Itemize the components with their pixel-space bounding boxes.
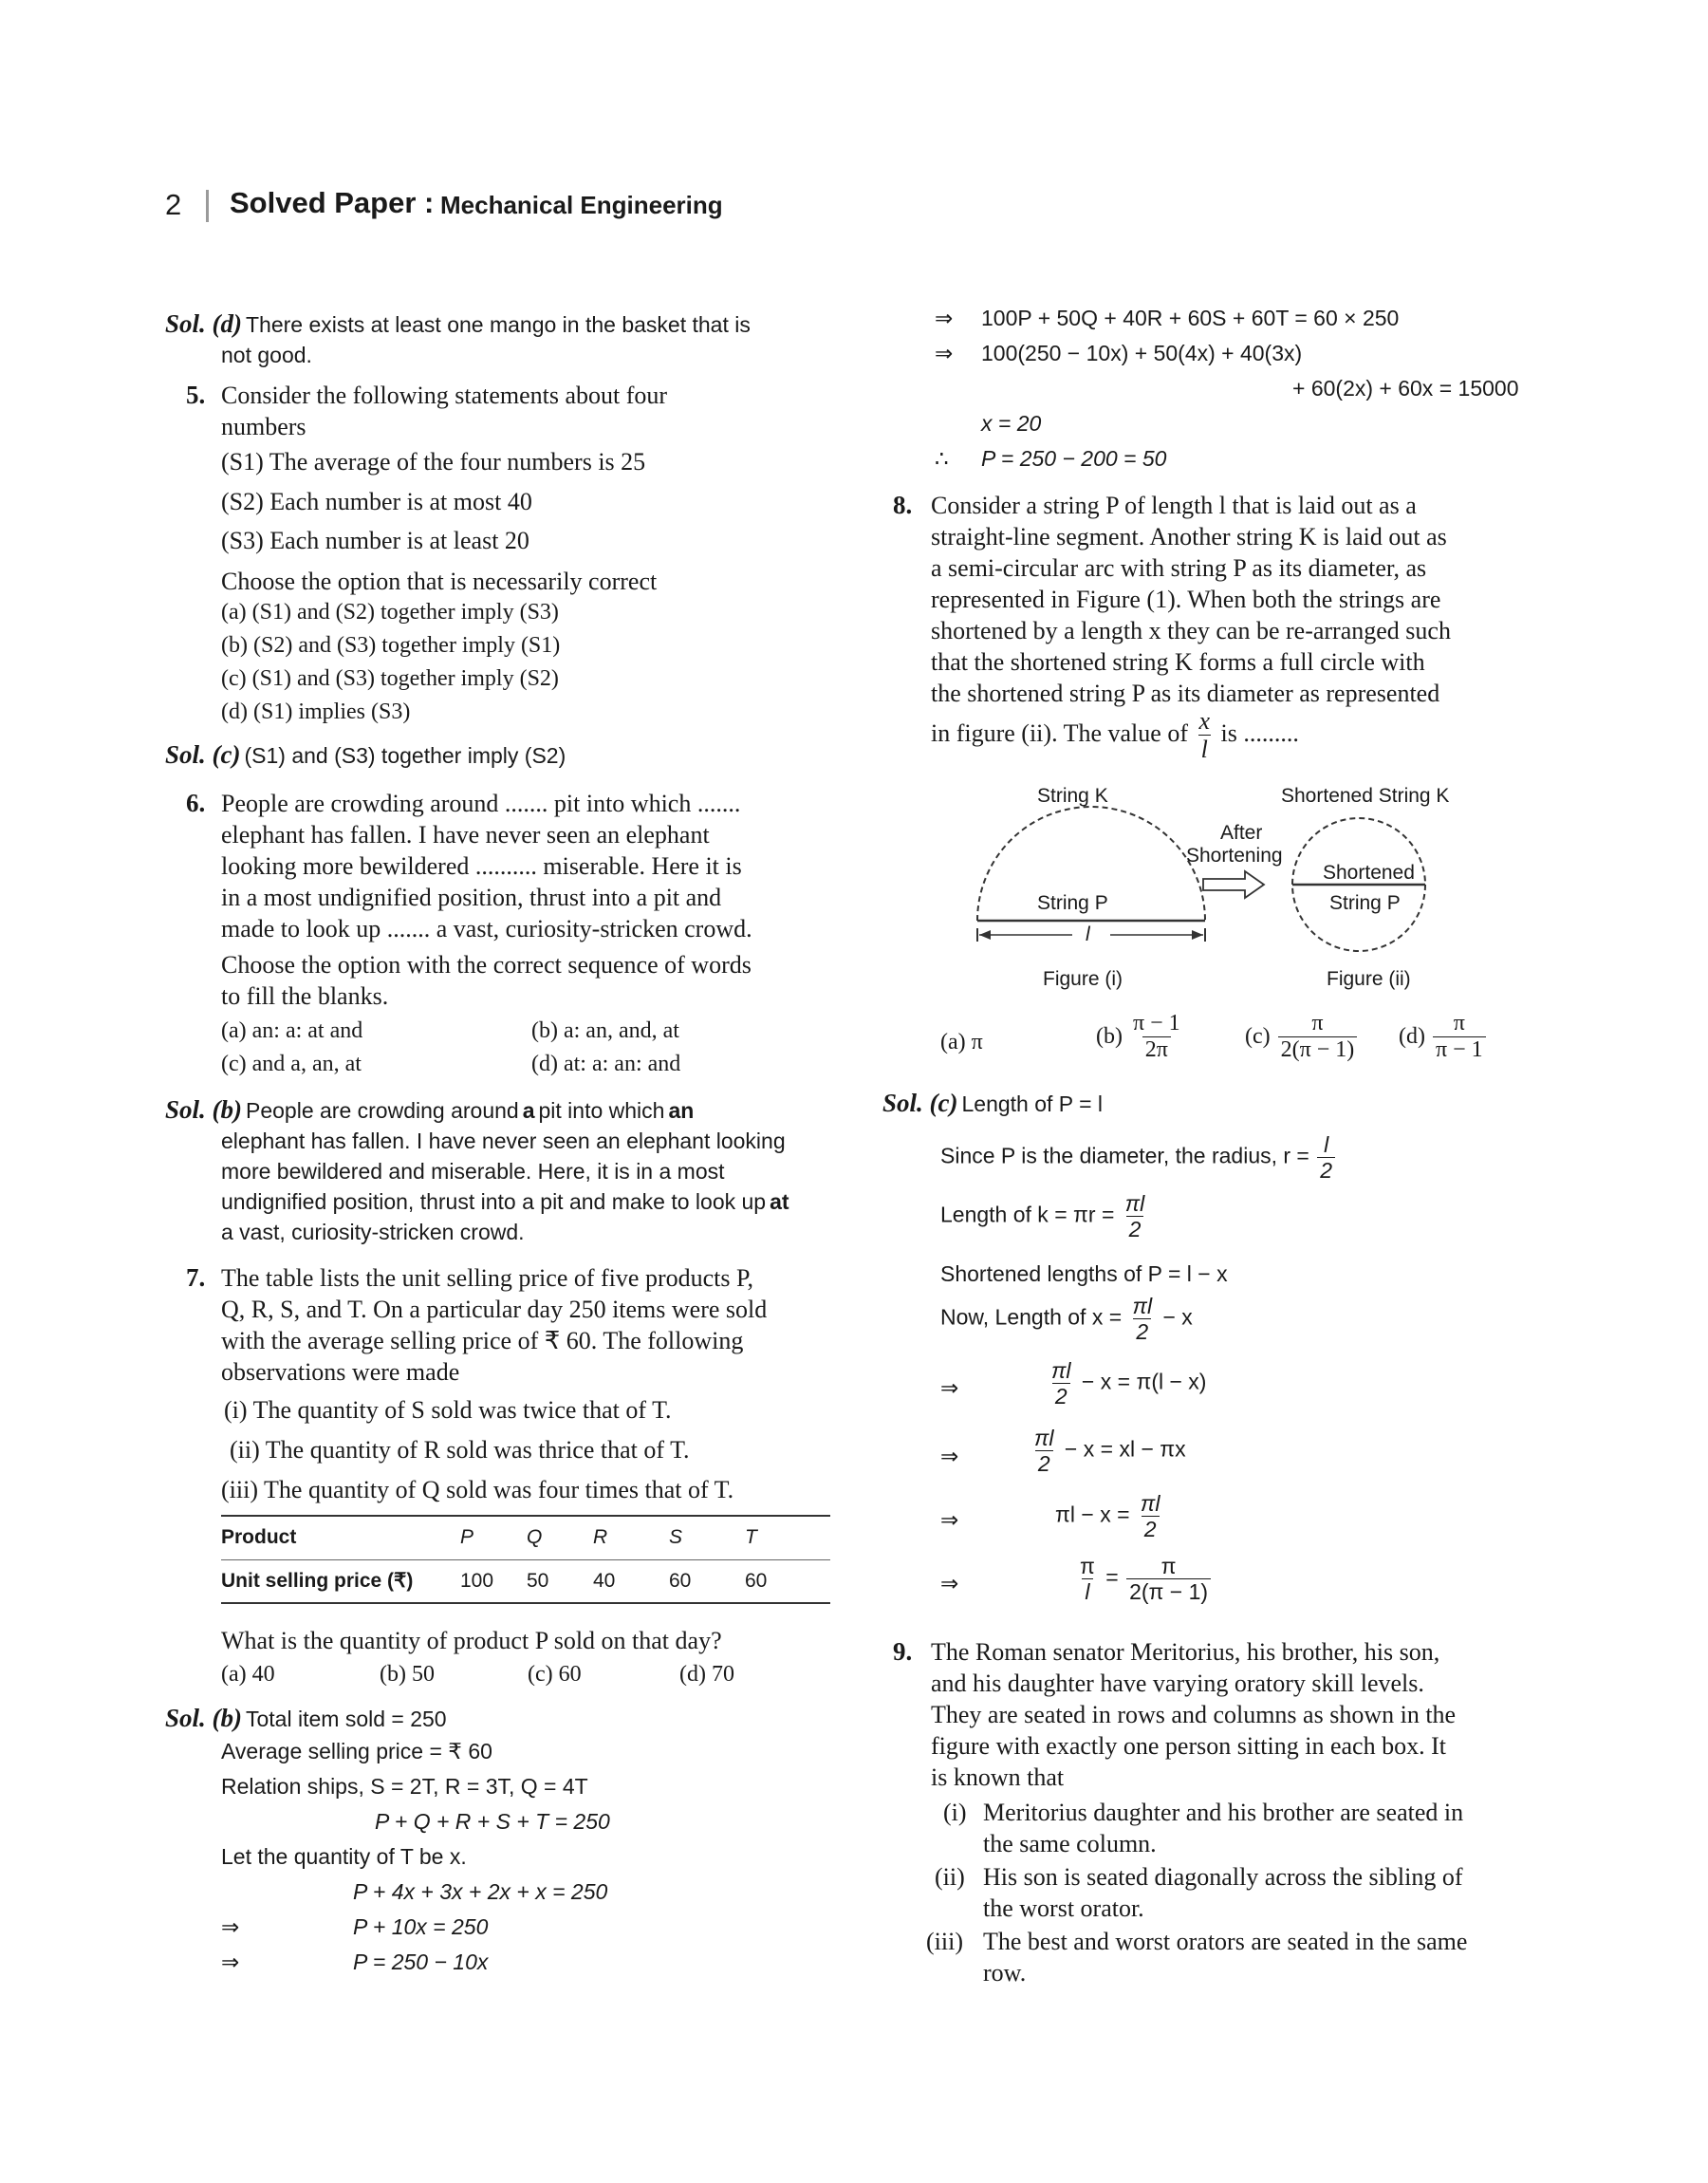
implies-symbol: ⇒ [221,1950,240,1974]
denominator: π − 1 [1433,1036,1486,1062]
question-8-text: straight-line segment. Another string K is laid out as [931,523,1447,550]
implies-symbol: ⇒ [940,1571,959,1595]
equation [1030,1427,1186,1475]
table-cell: Unit selling price (₹) [221,1570,414,1593]
option-d [1399,1012,1488,1062]
question-8-text [931,708,1299,763]
table-cell: 40 [593,1569,616,1592]
solution-tag: Sol. (d) [165,309,242,338]
clause-iii-text: The best and worst orators are seated in the same [983,1928,1468,1955]
solution-line: Let the quantity of T be x. [221,1844,467,1869]
statement-s1: (S1) The average of the four numbers is 25 [221,448,646,476]
equation [1055,1492,1164,1540]
clause-i-text: the same column. [983,1830,1157,1857]
equation [1047,1359,1206,1408]
question-6-text: in a most undignified position, thrust into a pit and [221,884,722,911]
solution-text: Now, Length of x = [940,1304,1123,1330]
option-c [1245,1012,1359,1062]
solution-6 [165,1095,694,1126]
solution-text: pit into which [538,1098,665,1123]
solution-text: Total item sold = 250 [246,1707,447,1731]
equation: x = 20 [981,411,1042,436]
caption-figure-ii: Figure (ii) [1327,968,1411,990]
option-a: (a) (S1) and (S2) together imply (S3) [221,600,559,625]
denominator: 2 [1052,1383,1070,1408]
denominator: 2 [1126,1216,1144,1241]
table-header: S [669,1526,683,1549]
statement-s3: (S3) Each number is at least 20 [221,527,529,554]
book-title: Solved Paper : [230,186,435,219]
option-c: (c) 60 [528,1662,582,1687]
question-8-text: in figure (ii). The value of [931,718,1188,747]
answer-word: a [522,1098,535,1123]
option-b [1096,1012,1185,1062]
implies-symbol: ⇒ [935,306,954,330]
fraction [1123,1192,1148,1241]
equation: P + Q + R + S + T = 250 [375,1809,610,1834]
question-6-text: Choose the option with the correct sequence of words [221,951,752,979]
solution-text: People are crowding around [246,1098,519,1123]
solution-5 [165,740,566,771]
label-string-k [1037,785,1108,808]
question-9-text: and his daughter have varying oratory skill levels. [931,1670,1424,1697]
therefore-symbol: ∴ [935,446,949,471]
numerator: π [1453,1011,1465,1036]
numerator: π [1311,1011,1324,1036]
table-header-row [221,1516,830,1559]
denominator: 2 [1035,1450,1053,1475]
option-a: (a) π [940,1030,983,1054]
option-d: (d) 70 [679,1662,734,1687]
solution-line [940,1295,1193,1343]
solution-text: − x = π(l − x) [1081,1369,1207,1394]
label-string-p-ii: String P [1329,892,1401,914]
solution-text: Length of P = l [961,1092,1104,1116]
solution-line [940,1133,1337,1182]
solution-line: Relation ships, S = 2T, R = 3T, Q = 4T [221,1774,588,1799]
fraction-x-over-l [1196,708,1213,763]
fraction [1138,1492,1163,1540]
fraction [1031,1427,1057,1475]
option-fraction [1278,1012,1358,1062]
option-b: (b) a: an, and, at [531,1018,679,1043]
header-divider [206,190,209,222]
clause-iii-label: (iii) [926,1928,963,1955]
denominator: 2 [1133,1318,1151,1343]
implies-symbol: ⇒ [940,1507,959,1532]
fraction [1126,1555,1211,1603]
question-5-text: Consider the following statements about four [221,382,668,409]
table-cell: 60 [745,1569,768,1592]
numerator: x [1198,707,1211,735]
table-row [221,1559,830,1603]
arrow-head [979,930,991,940]
question-7-ask: What is the quantity of product P sold on that day? [221,1627,722,1654]
fraction [1130,1295,1156,1343]
solution-text: a vast, curiosity-stricken crowd. [221,1220,525,1244]
denominator: 2(π − 1) [1126,1578,1211,1603]
option-label: (c) [1245,1024,1271,1050]
question-7-text: Q, R, S, and T. On a particular day 250 items were sold [221,1296,768,1323]
question-8-text: Consider a string P of length l that is laid out as a [931,492,1417,519]
solution-text: more bewildered and miserable. Here, it is in a most [221,1159,725,1184]
option-c: (c) (S1) and (S3) together imply (S2) [221,666,559,691]
option-b: (b) (S2) and (S3) together imply (S1) [221,633,561,658]
solution-text: Since P is the diameter, the radius, r = [940,1143,1309,1168]
question-6-text: People are crowding around ....... pit into which ....... [221,790,741,817]
question-6-text: made to look up ....... a vast, curiosity-stricken crowd. [221,915,752,942]
label-after: After [1220,822,1263,844]
question-6-text: elephant has fallen. I have never seen an elephant [221,821,710,849]
table-header: Product [221,1526,297,1549]
question-number: 5. [186,381,206,409]
solution-line: Shortened lengths of P = l − x [940,1261,1228,1286]
table-header: T [745,1526,757,1549]
question-8-text: that the shortened string K forms a full circle with [931,648,1425,676]
solution-text: − x [1162,1304,1193,1330]
implies-symbol: ⇒ [940,1444,959,1468]
arrow-head [1192,930,1203,940]
denominator: 2π [1142,1036,1171,1062]
label-string-p: String P [1037,892,1108,914]
clause-ii-text: His son is seated diagonally across the sibling of [983,1863,1463,1891]
caption-figure-i: Figure (i) [1043,968,1123,990]
solution-text: not good. [221,343,312,367]
solution-tag: Sol. (b) [165,1704,242,1732]
question-5-text: numbers [221,413,306,440]
question-8-text: represented in Figure (1). When both the strings are [931,586,1441,613]
question-number: 7. [186,1263,206,1292]
solution-text: πl − x = [1055,1502,1130,1527]
table-cell: 100 [460,1569,494,1592]
numerator: πl [1051,1358,1071,1383]
question-9-text: is known that [931,1763,1065,1791]
clause-ii-text: the worst orator. [983,1894,1144,1922]
implies-symbol: ⇒ [935,341,954,365]
option-label: (b) [1096,1024,1123,1050]
clause-i-label: (i) [943,1799,967,1826]
statement-s2: (S2) Each number is at most 40 [221,488,532,515]
option-d: (d) at: a: an: and [531,1052,681,1076]
numerator: πl [1124,1191,1145,1216]
question-number: 9. [893,1637,913,1666]
label-shortened-string-k: Shortened String K [1281,785,1450,807]
option-a: (a) 40 [221,1662,275,1687]
question-number: 6. [186,789,206,817]
equation: P = 250 − 200 = 50 [981,446,1167,471]
label-text: String K [1037,785,1108,807]
solution-tag: Sol. (c) [882,1089,958,1117]
equation: P + 4x + 3x + 2x + x = 250 [353,1879,608,1904]
table-header: Q [527,1526,543,1549]
solution-tag: Sol. (c) [165,740,241,769]
question-number: 8. [893,491,913,519]
question-8-text: the shortened string P as its diameter as represented [931,680,1440,707]
equation: + 60(2x) + 60x = 15000 [1292,376,1519,401]
numerator: l [1324,1132,1329,1157]
question-prompt: Choose the option that is necessarily correct [221,568,658,595]
option-c: (c) and a, an, at [221,1052,362,1076]
implies-symbol: ⇒ [221,1914,240,1939]
table-header: P [460,1526,474,1549]
question-8-text: is ......... [1220,718,1299,747]
solution-text: (S1) and (S3) together imply (S2) [244,743,566,768]
table-header: R [593,1526,608,1549]
solution-text: elephant has fallen. I have never seen an elephant looking [221,1129,786,1153]
observation-ii: (ii) The quantity of R sold was thrice that of T. [230,1436,690,1464]
question-9-text: figure with exactly one person sitting in each box. It [931,1732,1446,1760]
question-8-text: shortened by a length x they can be re-arranged such [931,617,1451,644]
solution-text: − x = xl − πx [1064,1436,1186,1462]
option-b: (b) 50 [380,1662,435,1687]
book-subtitle: Mechanical Engineering [440,191,723,219]
numerator: π − 1 [1132,1011,1180,1036]
question-9-text: The Roman senator Meritorius, his brother, his son, [931,1638,1440,1666]
question-8-text: a semi-circular arc with string P as its diameter, as [931,554,1427,582]
question-9-text: They are seated in rows and columns as shown in the [931,1701,1457,1728]
equals-sign: = [1105,1564,1119,1590]
denominator: 2 [1142,1516,1160,1540]
denominator: 2 [1317,1157,1335,1182]
observation-iii: (iii) The quantity of Q sold was four times that of T. [221,1476,734,1503]
clause-iii-text: row. [983,1959,1027,1987]
clause-i-text: Meritorius daughter and his brother are seated in [983,1799,1464,1826]
question-7-text: observations were made [221,1358,460,1386]
option-a: (a) an: a: at and [221,1018,363,1043]
clause-ii-label: (ii) [935,1863,965,1891]
question-7-text: with the average selling price of ₹ 60. The following [221,1327,744,1354]
solution-text: undignified position, thrust into a pit and make to look up [221,1189,767,1214]
solution-7 [165,1704,447,1734]
fraction [1077,1555,1098,1603]
numerator: πl [1034,1426,1054,1450]
fraction [1049,1359,1074,1408]
equation: P + 10x = 250 [353,1914,489,1939]
denominator: 2(π − 1) [1278,1036,1358,1062]
equation: P = 250 − 10x [353,1950,489,1974]
solution-8 [882,1089,1103,1119]
table-cell: 50 [527,1569,549,1592]
numerator: πl [1140,1491,1160,1516]
denominator: l [1198,735,1211,762]
option-fraction [1130,1012,1183,1062]
label-shortening: Shortening [1186,845,1283,867]
label-shortened: Shortened [1323,862,1415,884]
question-6-text: to fill the blanks. [221,982,389,1010]
numerator: πl [1132,1294,1153,1318]
question-7-text: The table lists the unit selling price of five products P, [221,1264,754,1292]
answer-word: an [668,1098,695,1123]
numerator: π [1160,1554,1177,1578]
solution-text: There exists at least one mango in the basket that is [246,312,751,337]
fraction [1317,1133,1335,1182]
solution-4 [165,309,751,340]
price-table [221,1515,830,1604]
option-d: (d) (S1) implies (S3) [221,700,411,724]
observation-i: (i) The quantity of S sold was twice that of T. [224,1396,672,1424]
option-label: (d) [1399,1024,1425,1050]
solution-tag: Sol. (b) [165,1095,242,1124]
page-number: 2 [165,188,182,221]
implies-symbol: ⇒ [940,1375,959,1400]
numerator: π [1080,1554,1095,1578]
equation [1075,1555,1213,1603]
question-6-text: looking more bewildered .......... miserable. Here it is [221,852,742,880]
answer-word: at [770,1189,789,1214]
equation: 100(250 − 10x) + 50(4x) + 40(3x) [981,341,1303,365]
solution-text-line [221,1186,789,1217]
table-cell: 60 [669,1569,692,1592]
solution-line [940,1192,1149,1241]
transition-arrow [1203,871,1264,898]
label-length-l: l [1086,924,1090,945]
option-fraction [1433,1012,1486,1062]
solution-line: Average selling price = ₹ 60 [221,1739,492,1763]
denominator: l [1082,1578,1092,1603]
equation: 100P + 50Q + 40R + 60S + 60T = 60 × 250 [981,306,1400,330]
solution-text: Length of k = πr = [940,1202,1115,1227]
